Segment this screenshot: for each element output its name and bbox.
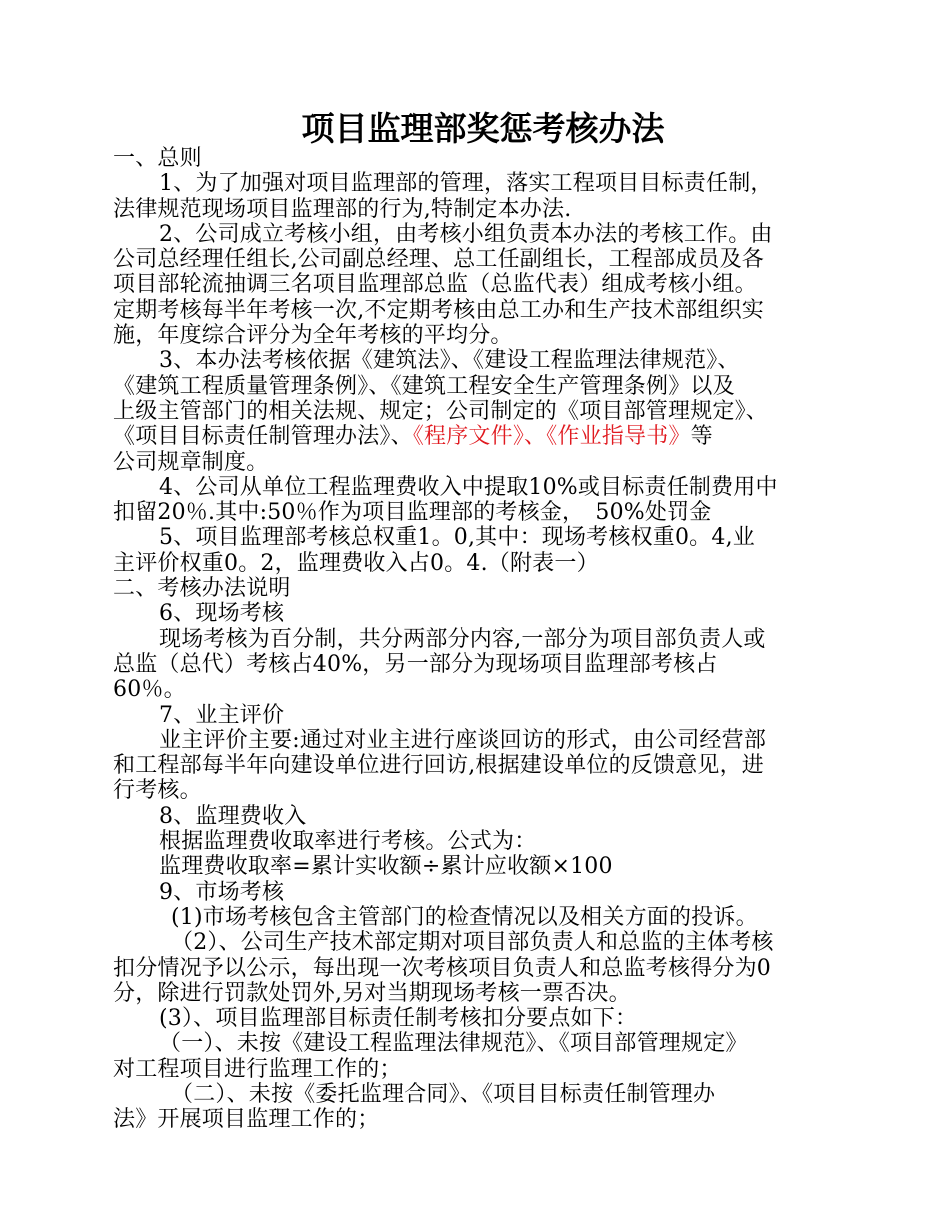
line-text: 定期考核每半年考核一次,不定期考核由总工办和生产技术部组织实 <box>113 297 764 323</box>
paragraph-line <box>113 450 853 475</box>
line-text: 2、公司成立考核小组，由考核小组负责本办法的考核工作。由 <box>159 221 773 247</box>
paragraph-line <box>113 1107 853 1132</box>
line-text: 一、总则 <box>113 146 202 171</box>
line-text: 分，除进行罚款处罚外,另对当期现场考核一票否决。 <box>113 980 631 1006</box>
line-text: 8、监理费收入 <box>159 803 307 829</box>
paragraph-line <box>113 601 853 626</box>
paragraph-line <box>113 905 853 930</box>
paragraph-line <box>113 880 853 905</box>
line-text: 《项目目标责任制管理办法》、 <box>113 424 413 450</box>
line-text: 60％。 <box>113 677 186 703</box>
paragraph-line <box>113 500 853 525</box>
line-text: 5、项目监理部考核总权重1。0,其中：现场考核权重0。4,业 <box>159 525 755 551</box>
paragraph-line <box>113 804 853 829</box>
line-text: 主评价权重0。2，监理费收入占0。4.（附表一） <box>113 550 599 576</box>
paragraph-line <box>113 677 853 702</box>
line-text: 根据监理费收取率进行考核。公式为： <box>159 829 537 855</box>
paragraph-line <box>113 627 853 652</box>
paragraph-line <box>113 399 853 424</box>
paragraph-line <box>113 525 853 550</box>
paragraph-line <box>113 247 853 272</box>
paragraph-line <box>113 981 853 1006</box>
line-text-tail: 等 <box>690 424 713 450</box>
paragraph-line <box>113 222 853 247</box>
paragraph-line <box>113 703 853 728</box>
line-text: 《建筑工程质量管理条例》、《建筑工程安全生产管理条例》以及 <box>113 373 735 399</box>
line-text: 法》开展项目监理工作的； <box>113 1107 380 1133</box>
line-text: 业主评价主要:通过对业主进行座谈回访的形式，由公司经营部 <box>159 727 767 753</box>
line-text: 公司规章制度。 <box>113 449 269 475</box>
paragraph-line <box>113 272 853 297</box>
line-text: 7、业主评价 <box>159 702 285 728</box>
paragraph-line <box>113 1082 853 1107</box>
line-text: （2）、公司生产技术部定期对项目部负责人和总监的主体考核 <box>171 930 774 956</box>
paragraph-line <box>113 829 853 854</box>
paragraph-line <box>113 956 853 981</box>
line-text: （二）、未按《委托监理合同》、《项目目标责任制管理办 <box>171 1081 716 1107</box>
paragraph-line <box>113 424 853 449</box>
paragraph-line <box>113 652 853 677</box>
paragraph-line <box>113 778 853 803</box>
line-text: 4、公司从单位工程监理费收入中提取10%或目标责任制费用中 <box>159 474 778 500</box>
paragraph-line <box>113 576 853 601</box>
line-text: 上级主管部门的相关法规、规定；公司制定的《项目部管理规定》、 <box>113 398 769 424</box>
line-text: 公司总经理任组长,公司副总经理、总工任副组长，工程部成员及各 <box>113 247 764 273</box>
paragraph-line <box>113 348 853 373</box>
line-text: 3、本办法考核依据《建筑法》、《建设工程监理法律规范》、 <box>159 348 740 374</box>
paragraph-line <box>113 753 853 778</box>
paragraph-line <box>113 854 853 879</box>
line-text: 6、现场考核 <box>159 601 285 627</box>
paragraph-line <box>113 930 853 955</box>
paragraph-line <box>113 1006 853 1031</box>
paragraph-line <box>113 475 853 500</box>
line-text: 现场考核为百分制，共分两部分内容,一部分为项目部负责人或 <box>159 626 766 652</box>
line-text: 总监（总代）考核占40%，另一部分为现场项目监理部考核占 <box>113 651 718 677</box>
line-text: 项目部轮流抽调三名项目监理部总监（总监代表）组成考核小组。 <box>113 272 757 298</box>
line-text: 法律规范现场项目监理部的行为,特制定本办法. <box>113 196 572 222</box>
line-text: 扣留20％.其中:50％作为项目监理部的考核金， 50%处罚金 <box>113 500 712 526</box>
document-title: 项目监理部奖惩考核办法 <box>301 109 665 148</box>
line-text: 9、市场考核 <box>159 879 285 905</box>
paragraph-line <box>113 298 853 323</box>
line-text: （一）、未按《建设工程监理法律规范》、《项目部管理规定》 <box>159 1031 748 1057</box>
paragraph-line <box>113 323 853 348</box>
paragraph-line <box>113 197 853 222</box>
paragraph-line <box>113 728 853 753</box>
line-text: (1)市场考核包含主管部门的检查情况以及相关方面的投诉。 <box>171 904 758 930</box>
paragraph-line <box>113 551 853 576</box>
line-text: 二、考核办法说明 <box>113 576 291 602</box>
line-text: 和工程部每半年向建设单位进行回访,根据建设单位的反馈意见，进 <box>113 753 764 779</box>
paragraph-line <box>113 171 853 196</box>
paragraph-line <box>113 374 853 399</box>
highlighted-text: 《程序文件》、《作业指导书》 <box>412 424 691 450</box>
line-text: 扣分情况予以公示，每出现一次考核项目负责人和总监考核得分为0 <box>113 955 771 981</box>
paragraph-line <box>113 1057 853 1082</box>
line-text: 1、为了加强对项目监理部的管理，落实工程项目目标责任制， <box>159 171 773 197</box>
line-text: 施，年度综合评分为全年考核的平均分。 <box>113 323 513 349</box>
line-text: 行考核。 <box>113 778 202 804</box>
line-text: 监理费收取率=累计实收额÷累计应收额×100 <box>159 854 613 880</box>
paragraph-line <box>113 146 853 171</box>
line-text: (3）、项目监理部目标责任制考核扣分要点如下： <box>159 1006 638 1032</box>
document-body <box>113 146 853 1133</box>
line-text: 对工程项目进行监理工作的； <box>113 1056 402 1082</box>
paragraph-line <box>113 1031 853 1056</box>
